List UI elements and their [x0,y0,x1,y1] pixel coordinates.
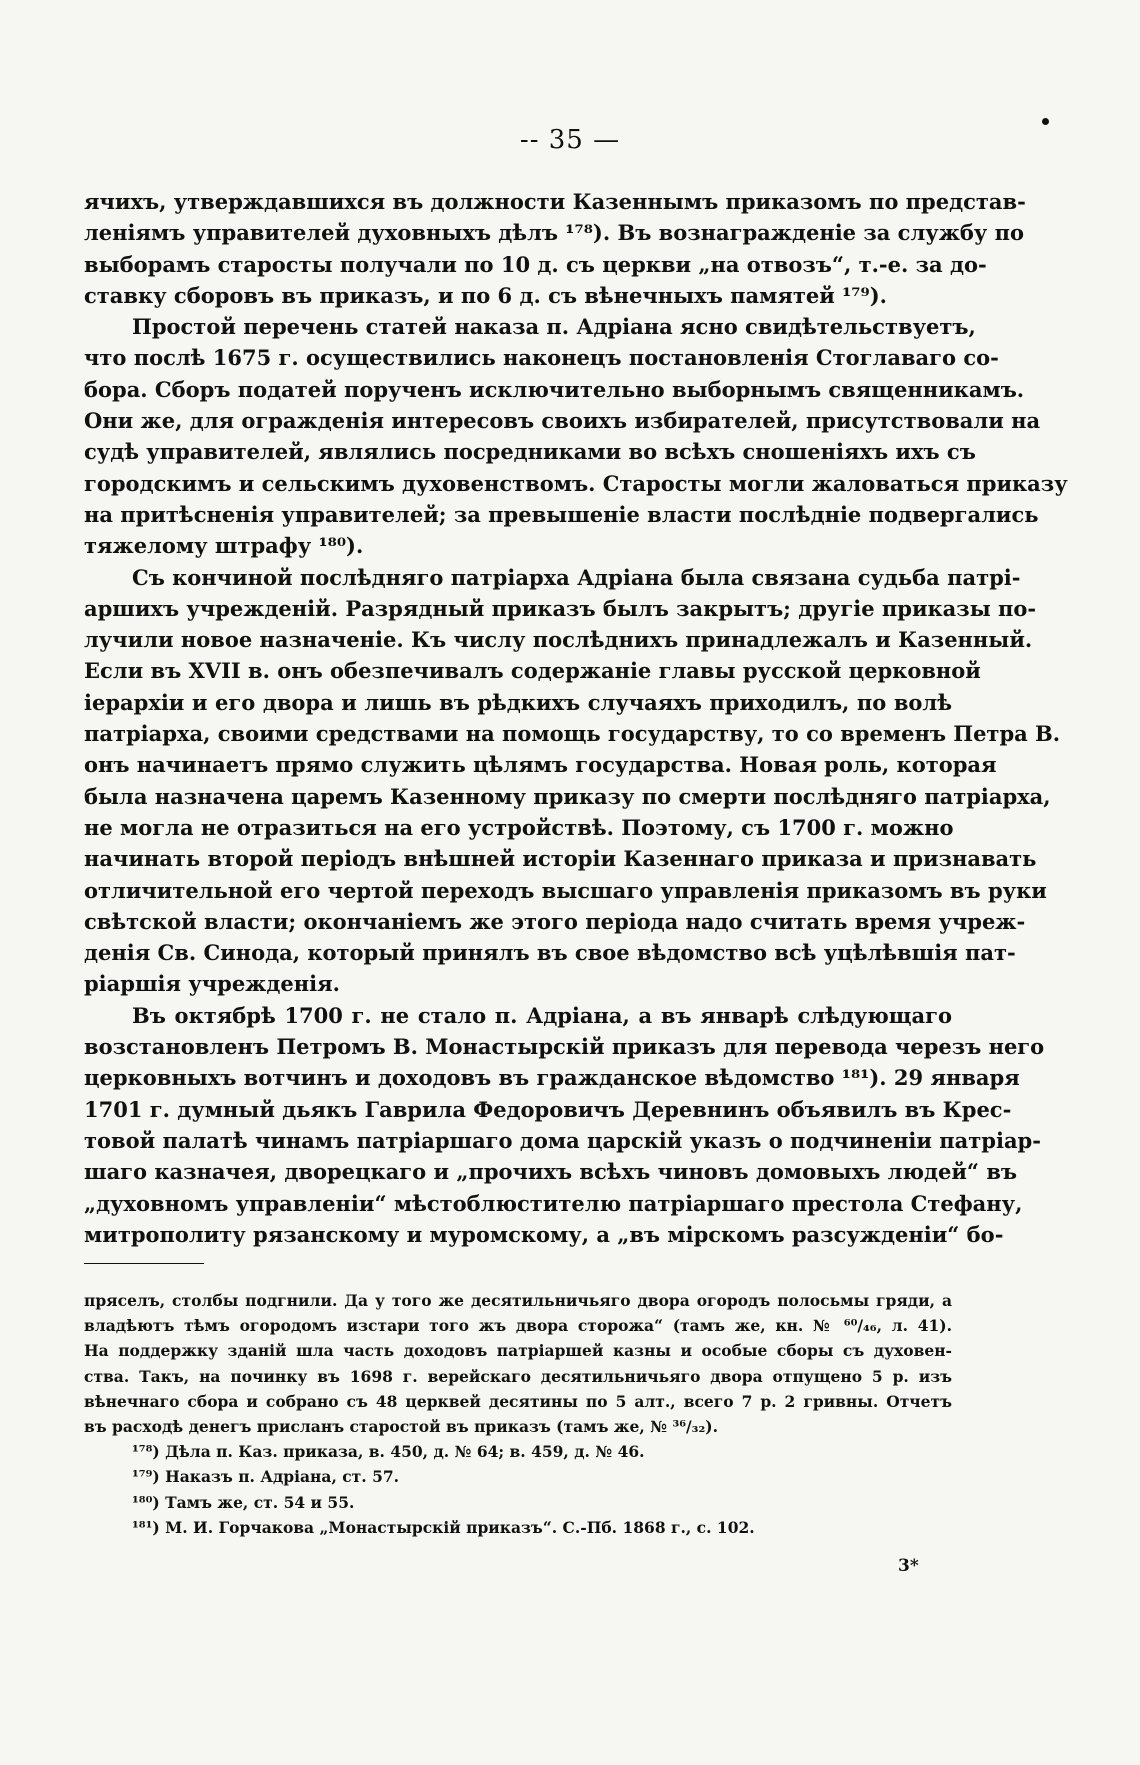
footnote-entry: ¹⁸⁰) Тамъ же, ст. 54 и 55. [132,1492,355,1512]
text-line: выборамъ старосты получали по 10 д. съ церкви „на отвозъ“, т.-е. за до- [84,251,987,277]
footnote-entry: ¹⁷⁹) Наказъ п. Адріана, ст. 57. [132,1467,400,1487]
footnote-line: ства. Такъ, на починку въ 1698 г. верейскаго десятильничьяго двора отпущено 5 р. изъ [84,1366,952,1386]
text-line: денія Св. Синода, который принялъ въ свое вѣдомство всѣ уцѣлѣвшія пат- [84,940,1016,966]
footnote-entry: ¹⁸¹) М. И. Горчакова „Монастырскій приказъ“. С.-Пб. 1868 г., с. 102. [132,1517,755,1537]
text-line: была назначена царемъ Казенному приказу по смерти послѣдняго патріарха, [84,783,1051,809]
text-line: 1701 г. думный дьякъ Гаврила Федоровичъ Деревнинъ объявилъ въ Крес- [84,1096,1012,1122]
text-line: тяжелому штрафу ¹⁸⁰). [84,533,364,559]
text-line: ячихъ, утверждавшихся въ должности Казеннымъ приказомъ по представ- [84,189,1026,214]
footnotes [84,1288,952,1540]
page-number: -- 35 — [519,125,621,155]
text-line: товой палатѣ чинамъ патріаршаго дома царскій указъ о подчиненіи патріар- [84,1127,1041,1153]
text-line: не могла не отразиться на его устройствѣ. Поэтому, съ 1700 г. можно [84,814,954,840]
footnote-line: пряселъ, столбы подгнили. Да у того же десятильничьяго двора огородъ полосьмы гряди, а [84,1291,952,1310]
text-line: ставку сборовъ въ приказъ, и по 6 д. съ вѣнечныхъ памятей ¹⁷⁹). [84,282,887,308]
text-line: бора. Сборъ податей порученъ исключительно выборнымъ священникамъ. [84,376,1025,402]
footnote-line: владѣютъ тѣмъ огородомъ изстари того жъ двора сторожа“ (тамъ же, кн. № ⁶⁰/₄₆, л. 41). [84,1316,952,1336]
text-line: патріарха, своими средствами на помощь государству, то со временъ Петра В. [84,721,1061,747]
text-line: Съ кончиной послѣдняго патріарха Адріана была связана судьба патрі- [132,564,1021,590]
text-line: іерархіи и его двора и лишь въ рѣдкихъ случаяхъ приходилъ, по волѣ [84,689,952,715]
main-text [84,186,1068,1250]
text-line: на притѣсненія управителей; за превышеніе власти послѣдніе подвергались [84,501,1039,527]
text-line: Они же, для огражденія интересовъ своихъ избирателей, присутствовали на [84,408,1041,434]
text-line: онъ начинаетъ прямо служить цѣлямъ государства. Новая роль, которая [84,752,997,778]
text-line: Въ октябрѣ 1700 г. не стало п. Адріана, а въ январѣ слѣдующаго [132,1002,952,1028]
text-line: городскимъ и сельскимъ духовенствомъ. Старосты могли жаловаться приказу [84,470,1068,496]
text-line: шаго казначея, дворецкаго и „прочихъ всѣхъ чиновъ домовыхъ людей“ въ [84,1159,1018,1185]
text-line: ріаршія учрежденія. [84,971,340,997]
text-line: аршихъ учрежденій. Разрядный приказъ былъ закрытъ; другіе приказы по- [84,595,1037,621]
text-line: начинать второй періодъ внѣшней исторіи Казеннаго приказа и признавать [84,846,1037,872]
text-line: „духовномъ управленіи“ мѣстоблюстителю патріаршаго престола Стефану, [84,1190,1023,1216]
signature-mark: 3* [898,1556,919,1576]
footnote-separator [84,1263,204,1264]
text-line: судѣ управителей, являлись посредниками во всѣхъ сношеніяхъ ихъ съ [84,439,976,465]
footnote-line: вѣнечнаго сбора и собрано съ 48 церквей десятины по 5 алт., всего 7 р. 2 гривны. Отчетъ [84,1391,952,1411]
text-line: возстановленъ Петромъ В. Монастырскій приказъ для перевода черезъ него [84,1034,1045,1060]
text-line: леніямъ управителей духовныхъ дѣлъ ¹⁷⁸). Въ вознагражденіе за службу по [84,220,1025,246]
text-line: отличительной его чертой переходъ высшаго управленія приказомъ въ руки [84,877,1047,903]
footnote-line: въ расходѣ денегъ присланъ старостой въ приказъ (тамъ же, № ³⁶/₃₂). [84,1416,718,1436]
text-line: свѣтской власти; окончаніемъ же этого періода надо считать время учреж- [84,908,1026,934]
text-line: Простой перечень статей наказа п. Адріана ясно свидѣтельствуетъ, [132,314,976,340]
text-line: что послѣ 1675 г. осуществились наконецъ постановленія Стоглаваго со- [84,345,999,371]
ink-dot [1042,118,1049,125]
text-line: лучили новое назначеніе. Къ числу послѣднихъ принадлежалъ и Казенный. [84,627,1033,653]
text-line: митрополиту рязанскому и муромскому, а „въ мірскомъ разсужденіи“ бо- [84,1221,1004,1247]
text-line: церковныхъ вотчинъ и доходовъ въ гражданское вѣдомство ¹⁸¹). 29 января [84,1065,1020,1091]
text-line: Если въ XVII в. онъ обезпечивалъ содержаніе главы русской церковной [84,658,981,684]
footnote-entry: ¹⁷⁸) Дѣла п. Каз. приказа, в. 450, д. № 64; в. 459, д. № 46. [132,1442,645,1462]
footnote-line: На поддержку зданій шла часть доходовъ патріаршей казны и особые сборы съ духовен- [84,1341,952,1361]
